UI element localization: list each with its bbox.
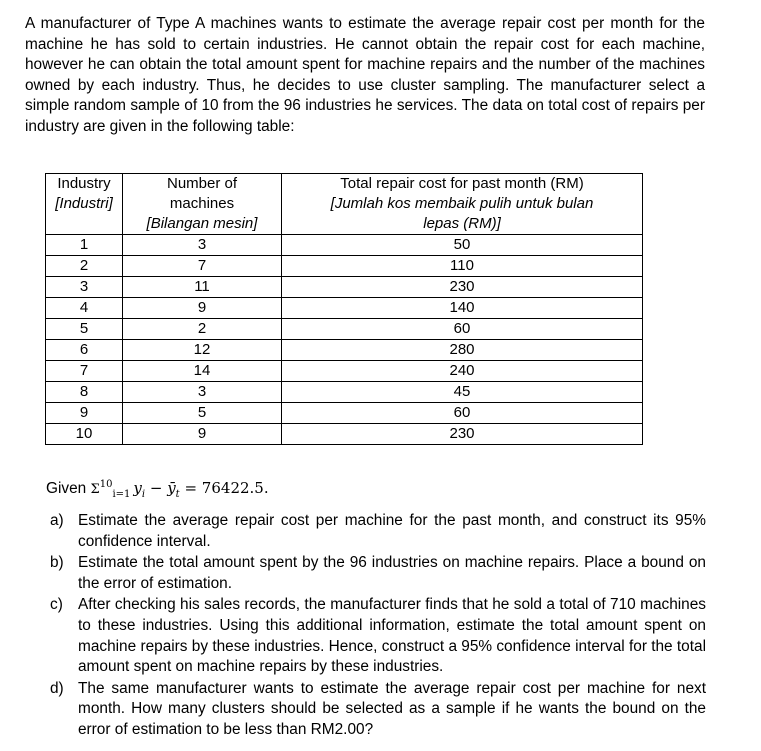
sigma-upper: 10 [99, 479, 113, 490]
cost-cell: 110 [282, 256, 643, 277]
table-row [46, 319, 643, 340]
table-row [46, 256, 643, 277]
header-industry [46, 174, 123, 235]
question-text: Estimate the average repair cost per machine for the past month, and construct its 95% confidence interval. [78, 512, 706, 550]
question-item [50, 679, 706, 741]
industry-cell: 6 [46, 340, 123, 361]
given-prefix: Given [46, 480, 87, 497]
cost-cell: 50 [282, 235, 643, 256]
machines-cell: 11 [123, 277, 282, 298]
question-text: The same manufacturer wants to estimate the average repair cost per machine for next month. How many clusters should be selected as a sample if he wants the bound on the error of estimation to be less than RM2.00? [78, 679, 706, 738]
repair-cost-table [45, 173, 643, 445]
cost-cell: 60 [282, 319, 643, 340]
industry-cell: 4 [46, 298, 123, 319]
industry-cell: 8 [46, 382, 123, 403]
table-row [46, 298, 643, 319]
table-row [46, 235, 643, 256]
question-item [50, 553, 706, 594]
sigma-lower: i=1 [112, 489, 131, 500]
cost-cell: 60 [282, 403, 643, 424]
header-machines-en-2: machines [169, 195, 235, 212]
cost-cell: 140 [282, 298, 643, 319]
formula-minus: − [145, 479, 168, 497]
header-industry-en: Industry [57, 175, 111, 192]
table-row [46, 340, 643, 361]
cost-cell: 230 [282, 424, 643, 445]
question-label: c) [50, 596, 63, 614]
industry-cell: 7 [46, 361, 123, 382]
industry-cell: 10 [46, 424, 123, 445]
question-label: b) [50, 554, 64, 572]
machines-cell: 2 [123, 319, 282, 340]
table-row [46, 361, 643, 382]
table-row [46, 382, 643, 403]
cost-cell: 45 [282, 382, 643, 403]
cost-cell: 240 [282, 361, 643, 382]
formula-ybar: ȳ [167, 479, 176, 497]
given-formula [90, 479, 269, 500]
machines-cell: 3 [123, 382, 282, 403]
question-text: Estimate the total amount spent by the 96 industries on machine repairs. Place a bound on the error of estimation. [78, 554, 706, 592]
industry-cell: 2 [46, 256, 123, 277]
formula-value: = 76422.5. [179, 479, 269, 497]
formula-sub-t: t [175, 489, 180, 500]
table-row [46, 277, 643, 298]
machines-cell: 9 [123, 298, 282, 319]
industry-cell: 9 [46, 403, 123, 424]
header-cost-en: Total repair cost for past month (RM) [340, 175, 584, 192]
question-label: d) [50, 679, 64, 697]
machines-cell: 5 [123, 403, 282, 424]
table-body [46, 235, 643, 445]
machines-cell: 9 [123, 424, 282, 445]
machines-cell: 12 [123, 340, 282, 361]
cost-cell: 280 [282, 340, 643, 361]
table-header-row [46, 174, 643, 235]
question-list [50, 511, 706, 742]
header-cost-ms-1: [Jumlah kos membaik pulih untuk bulan [330, 195, 594, 212]
header-cost-ms-2: lepas (RM)] [423, 215, 501, 232]
formula-y: y [133, 479, 142, 497]
given-statement [46, 474, 269, 506]
formula-sub-i: i [141, 489, 146, 500]
industry-cell: 1 [46, 235, 123, 256]
question-item [50, 595, 706, 677]
header-machines-en-1: Number of [166, 175, 238, 192]
sigma-symbol: Σ [90, 482, 100, 497]
machines-cell: 7 [123, 256, 282, 277]
table-row [46, 403, 643, 424]
machines-cell: 14 [123, 361, 282, 382]
industry-cell: 3 [46, 277, 123, 298]
question-text: After checking his sales records, the manufacturer finds that he sold a total of 710 machines to these industries. Using this additional information, estimate the total amount spent on machine repairs by these industries. Hence, construct a 95% confidence interval for the total amount spent on machine repairs by these industries. [78, 596, 706, 676]
header-machines-ms: [Bilangan mesin] [146, 215, 258, 232]
header-industry-ms: [Industri] [55, 195, 113, 212]
question-item [50, 511, 706, 552]
header-cost [282, 174, 643, 235]
intro-paragraph: A manufacturer of Type A machines wants to estimate the average repair cost per month for the machine he has sold to certain industries. He cannot obtain the repair cost for each machine, however he can obtain the total amount spent for machine repairs and the number of the machines owned by each industry. Thus, he decides to use cluster sampling. The manufacturer select a simple random sample of 10 from the 96 industries he services. The data on total cost of repairs per industry are given in the following table: [25, 15, 705, 135]
header-machines [123, 174, 282, 235]
table-row [46, 424, 643, 445]
cost-cell: 230 [282, 277, 643, 298]
machines-cell: 3 [123, 235, 282, 256]
question-label: a) [50, 512, 64, 529]
industry-cell: 5 [46, 319, 123, 340]
